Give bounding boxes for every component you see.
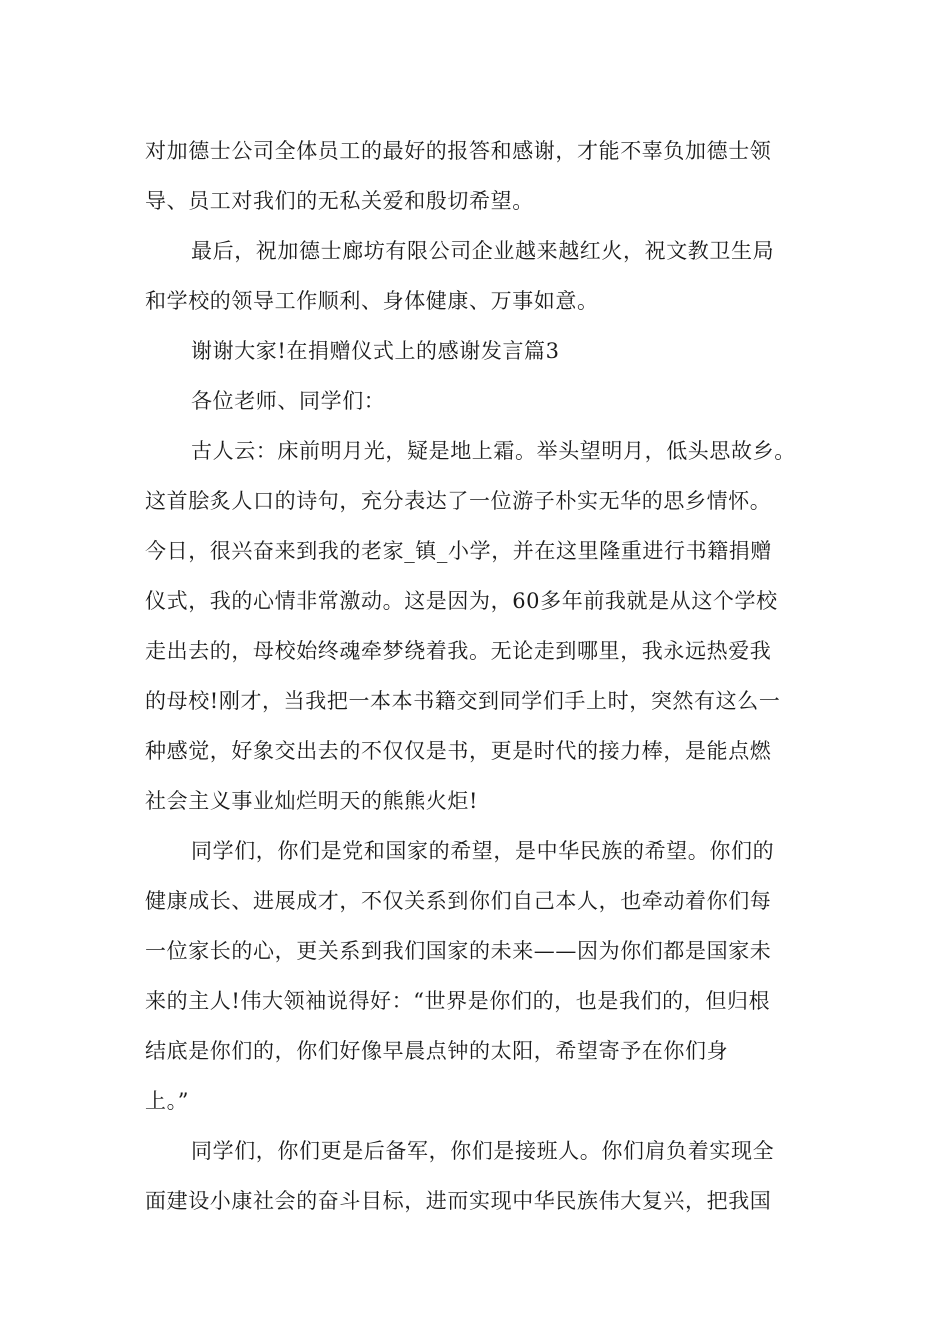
text-line: 古人云：床前明月光，疑是地上霜。举头望明月，低头思故乡。 xyxy=(191,439,796,463)
text-line: 种感觉，好象交出去的不仅仅是书，更是时代的接力棒，是能点燃 xyxy=(145,739,772,763)
text-line: 的母校!刚才，当我把一本本书籍交到同学们手上时，突然有这么一 xyxy=(145,689,781,713)
text-line: 仪式，我的心情非常激动。这是因为，60多年前我就是从这个学校 xyxy=(145,589,778,613)
text-line: 上。” xyxy=(145,1089,190,1113)
text-line: 一位家长的心，更关系到我们国家的未来——因为你们都是国家未 xyxy=(145,939,772,963)
text-line: 走出去的，母校始终魂牵梦绕着我。无论走到哪里，我永远热爱我 xyxy=(145,639,772,663)
text-line: 面建设小康社会的奋斗目标，进而实现中华民族伟大复兴，把我国 xyxy=(145,1189,772,1213)
text-line: 今日，很兴奋来到我的老家_镇_小学，并在这里隆重进行书籍捐赠 xyxy=(145,539,772,563)
text-line: 这首脍炙人口的诗句，充分表达了一位游子朴实无华的思乡情怀。 xyxy=(145,489,772,513)
text-line: 同学们，你们是党和国家的希望，是中华民族的希望。你们的 xyxy=(191,839,775,863)
section-heading: 谢谢大家!在捐赠仪式上的感谢发言篇3 xyxy=(191,339,560,363)
text-line: 同学们，你们更是后备军，你们是接班人。你们肩负着实现全 xyxy=(191,1139,775,1163)
text-line: 导、员工对我们的无私关爱和殷切希望。 xyxy=(145,189,534,213)
text-line: 来的主人!伟大领袖说得好：“世界是你们的，也是我们的，但归根 xyxy=(145,989,771,1013)
text-line: 社会主义事业灿烂明天的熊熊火炬! xyxy=(145,789,479,813)
text-line: 最后，祝加德士廊坊有限公司企业越来越红火，祝文教卫生局 xyxy=(191,239,775,263)
text-line: 结底是你们的，你们好像早晨点钟的太阳，希望寄予在你们身 xyxy=(145,1039,729,1063)
text-line: 对加德士公司全体员工的最好的报答和感谢，才能不辜负加德士领 xyxy=(145,139,772,163)
text-line: 健康成长、进展成才，不仅关系到你们自己本人，也牵动着你们每 xyxy=(145,889,772,913)
text-line: 和学校的领导工作顺利、身体健康、万事如意。 xyxy=(145,289,599,313)
salutation: 各位老师、同学们： xyxy=(191,389,386,413)
